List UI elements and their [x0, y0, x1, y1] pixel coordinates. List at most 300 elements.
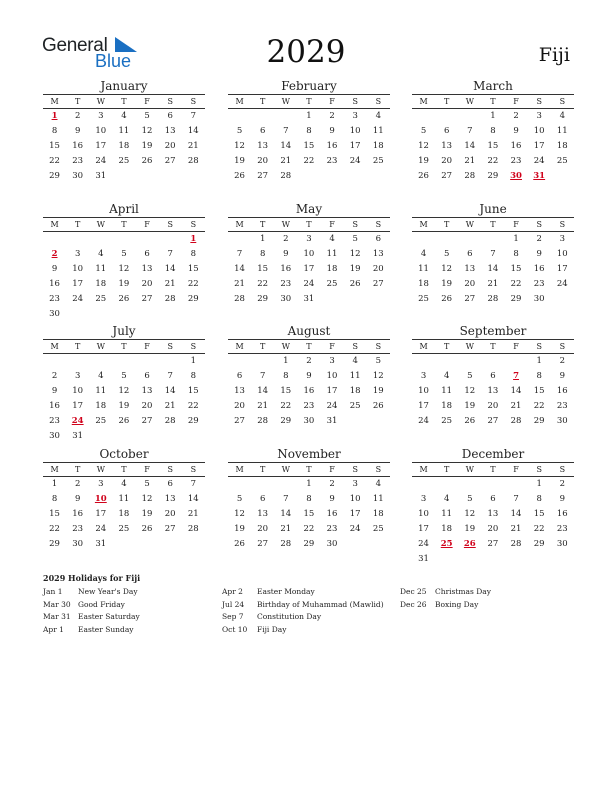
calendar-day: 1 — [536, 479, 542, 489]
empty-day — [136, 169, 159, 184]
logo-general-text: General — [42, 35, 108, 56]
empty-day — [112, 169, 135, 184]
empty-day — [136, 307, 159, 322]
calendar-day: 28 — [280, 171, 292, 181]
calendar-day: 10 — [533, 126, 545, 136]
calendar-day: 6 — [236, 371, 243, 381]
calendar-day: 7 — [467, 126, 473, 136]
week-row — [43, 109, 205, 124]
calendar-day: 7 — [283, 494, 289, 504]
calendar-day: 6 — [167, 479, 173, 489]
weekday-label: W — [465, 97, 474, 106]
weekday-label: W — [281, 465, 290, 474]
empty-day — [89, 232, 112, 247]
calendar-day: 18 — [372, 509, 384, 519]
calendar-day: 4 — [559, 111, 566, 121]
empty-day — [367, 292, 390, 307]
country-name: Fiji — [538, 44, 570, 66]
calendar-day: 9 — [74, 494, 81, 504]
calendar-day: 14 — [164, 264, 176, 274]
calendar-day: 9 — [329, 126, 335, 136]
empty-day — [344, 169, 367, 184]
holiday-date: Mar 31 — [43, 612, 71, 621]
calendar-day: 28 — [187, 156, 199, 166]
calendar-day: 12 — [118, 386, 130, 396]
week-row — [228, 139, 390, 154]
calendar-day: 18 — [441, 524, 453, 534]
weekday-label: W — [281, 220, 290, 229]
calendar-day: 27 — [464, 294, 476, 304]
empty-day — [458, 109, 481, 124]
calendar-day: 20 — [257, 156, 269, 166]
calendar-day: 14 — [187, 494, 199, 504]
calendar-day: 3 — [420, 371, 427, 381]
calendar-day: 26 — [234, 171, 245, 181]
calendar-day: 9 — [329, 494, 335, 504]
week-row — [228, 154, 390, 169]
calendar-day: 28 — [234, 294, 245, 304]
calendar-day: 4 — [443, 494, 450, 504]
weekday-label: S — [167, 342, 173, 351]
week-row — [412, 169, 574, 184]
calendar-day: 26 — [234, 539, 245, 549]
calendar-day: 11 — [372, 494, 384, 504]
weekday-header — [412, 217, 574, 232]
calendar-day: 25 — [95, 416, 107, 426]
calendar-day: 3 — [559, 234, 566, 244]
weekday-label: T — [490, 342, 496, 351]
calendar-day: 27 — [441, 171, 453, 181]
calendar-day: 20 — [141, 279, 153, 289]
empty-day — [505, 552, 528, 567]
calendar-day: 28 — [510, 416, 522, 426]
week-row — [412, 477, 574, 492]
weekday-label: W — [96, 220, 105, 229]
calendar-day: 7 — [190, 479, 197, 489]
weekday-label: W — [96, 97, 105, 106]
empty-day — [367, 414, 390, 429]
holiday-list — [43, 573, 583, 634]
holiday-day: 25 — [440, 539, 453, 549]
weekday-label: S — [536, 97, 542, 106]
weekday-label: S — [352, 465, 358, 474]
calendar-day: 13 — [257, 141, 269, 151]
empty-day — [321, 169, 344, 184]
weekday-label: F — [329, 97, 335, 106]
calendar-day: 12 — [234, 509, 245, 519]
calendar-day: 5 — [236, 494, 243, 504]
weekday-header — [412, 94, 574, 109]
calendar-day: 28 — [187, 524, 199, 534]
calendar-day: 13 — [441, 141, 453, 151]
calendar-day: 18 — [118, 509, 130, 519]
calendar-day: 31 — [326, 416, 338, 426]
holiday-day: 1 — [190, 234, 197, 244]
holiday-column — [400, 586, 491, 611]
calendar-day: 26 — [349, 279, 361, 289]
weekday-label: T — [75, 97, 81, 106]
calendar-day: 17 — [349, 509, 361, 519]
calendar-day: 12 — [464, 509, 476, 519]
calendar-day: 15 — [187, 264, 199, 274]
weekday-label: S — [352, 220, 358, 229]
calendar-day: 8 — [190, 249, 197, 259]
calendar-day: 21 — [280, 156, 292, 166]
logo-blue-text: Blue — [95, 51, 132, 71]
weekday-label: F — [329, 342, 335, 351]
calendar-day: 30 — [72, 171, 84, 181]
week-row — [228, 109, 390, 124]
calendar-day: 21 — [164, 279, 176, 289]
calendar-day: 13 — [464, 264, 476, 274]
weekday-label: M — [419, 465, 428, 474]
calendar-day: 3 — [74, 371, 81, 381]
calendar-day: 10 — [95, 126, 107, 136]
empty-day — [551, 169, 574, 184]
empty-day — [458, 477, 481, 492]
holiday-date: Jan 1 — [43, 587, 63, 596]
calendar-day: 14 — [510, 509, 522, 519]
calendar-day: 3 — [98, 479, 104, 489]
week-row — [412, 537, 574, 552]
weekday-label: W — [465, 465, 474, 474]
calendar-day: 7 — [513, 494, 519, 504]
empty-day — [136, 354, 159, 369]
calendar-day: 7 — [490, 249, 496, 259]
empty-day — [435, 552, 458, 567]
week-row — [412, 354, 574, 369]
week-row — [412, 109, 574, 124]
weekday-label: S — [536, 342, 542, 351]
holiday-item — [43, 624, 140, 637]
week-row — [43, 139, 205, 154]
calendar-day: 5 — [121, 371, 127, 381]
calendar-day: 27 — [141, 294, 153, 304]
calendar-day: 10 — [418, 386, 429, 396]
holiday-item — [400, 599, 491, 612]
calendar-day: 10 — [418, 509, 429, 519]
holiday-day: 31 — [533, 171, 546, 181]
holiday-date: Apr 1 — [43, 624, 64, 634]
holiday-day: 24 — [71, 416, 84, 426]
weekday-label: S — [375, 97, 382, 106]
calendar-day: 16 — [533, 264, 545, 274]
month-title: June — [479, 202, 507, 216]
calendar-day: 5 — [443, 249, 450, 259]
calendar-day: 11 — [441, 386, 453, 396]
month-december — [412, 447, 574, 567]
calendar-day: 22 — [533, 401, 545, 411]
weekday-label: T — [306, 220, 312, 229]
calendar-day: 2 — [306, 356, 312, 366]
weekday-label: F — [144, 97, 150, 106]
weekday-header — [43, 339, 205, 354]
calendar-day: 8 — [51, 126, 58, 136]
calendar-day: 24 — [303, 279, 315, 289]
calendar-day: 25 — [349, 401, 361, 411]
weekday-label: T — [444, 97, 450, 106]
calendar-day: 25 — [326, 279, 338, 289]
week-row — [228, 232, 390, 247]
calendar-day: 30 — [326, 539, 338, 549]
week-row — [43, 124, 205, 139]
calendar-day: 21 — [257, 401, 269, 411]
calendar-day: 8 — [536, 371, 542, 381]
holiday-date: Jul 24 — [222, 599, 245, 609]
calendar-day: 9 — [559, 371, 566, 381]
holiday-date: Apr 2 — [222, 587, 243, 596]
calendar-day: 17 — [95, 141, 107, 151]
weekday-label: T — [444, 465, 450, 474]
weekday-label: S — [190, 97, 197, 106]
week-row — [43, 354, 205, 369]
calendar-day: 26 — [464, 416, 476, 426]
weekday-label: M — [50, 220, 59, 229]
calendar-day: 1 — [536, 356, 542, 366]
calendar-day: 19 — [372, 386, 384, 396]
holiday-day: 26 — [463, 539, 476, 549]
empty-day — [66, 232, 89, 247]
empty-day — [228, 477, 251, 492]
calendar-day: 1 — [190, 356, 197, 366]
weekday-label: S — [375, 342, 382, 351]
week-row — [228, 169, 390, 184]
calendar-day: 8 — [190, 371, 197, 381]
calendar-day: 10 — [349, 126, 361, 136]
weekday-label: F — [513, 342, 519, 351]
calendar-day: 11 — [556, 126, 568, 136]
calendar-day: 20 — [464, 279, 476, 289]
weekday-header — [228, 462, 390, 477]
calendar-day: 5 — [121, 249, 127, 259]
calendar-day: 17 — [95, 509, 107, 519]
calendar-day: 28 — [464, 171, 476, 181]
calendar-day: 14 — [487, 264, 499, 274]
empty-day — [112, 232, 135, 247]
calendar-day: 8 — [490, 126, 496, 136]
week-row — [412, 552, 574, 567]
week-row — [412, 247, 574, 262]
calendar-day: 10 — [326, 371, 338, 381]
empty-day — [481, 232, 504, 247]
empty-day — [481, 552, 504, 567]
weekday-header — [43, 462, 205, 477]
weekday-label: S — [190, 465, 197, 474]
calendar-day: 18 — [95, 279, 107, 289]
weekday-header — [43, 94, 205, 109]
calendar-day: 21 — [187, 509, 199, 519]
weekday-label: S — [559, 97, 566, 106]
calendar-day: 14 — [510, 386, 522, 396]
calendar-day: 8 — [259, 249, 266, 259]
empty-day — [43, 354, 66, 369]
weekday-label: S — [167, 97, 173, 106]
calendar-day: 27 — [487, 539, 499, 549]
calendar-day: 27 — [141, 416, 153, 426]
empty-day — [228, 354, 251, 369]
calendar-day: 2 — [559, 479, 566, 489]
calendar-day: 21 — [234, 279, 245, 289]
calendar-day: 3 — [306, 234, 312, 244]
weekday-label: T — [260, 465, 266, 474]
calendar-day: 24 — [326, 401, 338, 411]
weekday-label: F — [144, 342, 150, 351]
calendar-day: 11 — [441, 509, 453, 519]
weekday-label: T — [121, 465, 127, 474]
calendar-day: 31 — [418, 554, 429, 564]
weekday-label: T — [260, 220, 266, 229]
calendar-day: 3 — [329, 356, 335, 366]
empty-day — [136, 537, 159, 552]
calendar-day: 23 — [280, 279, 292, 289]
empty-day — [136, 429, 159, 444]
weekday-label: T — [444, 342, 450, 351]
empty-day — [159, 429, 182, 444]
holiday-item — [43, 599, 140, 612]
calendar-day: 31 — [303, 294, 315, 304]
weekday-label: T — [260, 97, 266, 106]
calendar-day: 7 — [190, 111, 197, 121]
calendar-day: 2 — [74, 111, 81, 121]
calendar-day: 8 — [306, 494, 312, 504]
calendar-day: 9 — [559, 494, 566, 504]
month-title: November — [277, 447, 341, 461]
calendar-day: 23 — [49, 416, 60, 426]
calendar-day: 6 — [144, 249, 150, 259]
empty-day — [344, 537, 367, 552]
calendar-day: 17 — [72, 401, 84, 411]
week-row — [228, 507, 390, 522]
empty-day — [321, 292, 344, 307]
weekday-label: S — [352, 97, 358, 106]
calendar-day: 2 — [283, 234, 289, 244]
calendar-day: 5 — [375, 356, 382, 366]
week-row — [43, 507, 205, 522]
calendar-day: 2 — [329, 479, 335, 489]
calendar-day: 29 — [187, 416, 199, 426]
calendar-day: 17 — [349, 141, 361, 151]
weekday-header — [228, 217, 390, 232]
empty-day — [112, 354, 135, 369]
calendar-day: 3 — [352, 479, 358, 489]
calendar-day: 15 — [303, 509, 315, 519]
calendar-day: 19 — [118, 401, 130, 411]
calendar-day: 3 — [352, 111, 358, 121]
empty-day — [297, 169, 320, 184]
calendar-day: 24 — [418, 416, 429, 426]
calendar-day: 20 — [372, 264, 384, 274]
weekday-header — [228, 94, 390, 109]
empty-day — [551, 552, 574, 567]
calendar-day: 31 — [95, 539, 107, 549]
holiday-name: Easter Saturday — [78, 612, 140, 621]
calendar-day: 12 — [141, 126, 153, 136]
calendar-day: 27 — [164, 524, 176, 534]
calendar-day: 1 — [283, 356, 289, 366]
empty-day — [182, 429, 205, 444]
calendar-day: 25 — [95, 294, 107, 304]
calendar-day: 21 — [487, 279, 499, 289]
month-november — [228, 447, 390, 552]
calendar-day: 12 — [418, 141, 429, 151]
week-row — [412, 507, 574, 522]
month-april — [43, 202, 205, 322]
weekday-label: S — [559, 342, 566, 351]
calendar-day: 25 — [418, 294, 429, 304]
weekday-label: M — [419, 342, 428, 351]
calendar-day: 16 — [556, 509, 568, 519]
holiday-name: New Year's Day — [78, 587, 138, 596]
calendar-day: 20 — [234, 401, 245, 411]
calendar-day: 27 — [164, 156, 176, 166]
empty-day — [435, 354, 458, 369]
calendar-day: 9 — [283, 249, 289, 259]
calendar-day: 1 — [513, 234, 519, 244]
calendar-day: 13 — [372, 249, 384, 259]
calendar-day: 29 — [49, 171, 60, 181]
calendar-day: 16 — [72, 509, 84, 519]
week-row — [412, 139, 574, 154]
calendar-day: 13 — [487, 509, 499, 519]
calendar-day: 19 — [118, 279, 130, 289]
empty-day — [412, 477, 435, 492]
calendar-day: 29 — [533, 539, 545, 549]
calendar-day: 29 — [280, 416, 292, 426]
month-title: July — [112, 324, 136, 338]
calendar-day: 21 — [510, 524, 522, 534]
calendar-day: 26 — [372, 401, 384, 411]
weekday-header — [412, 462, 574, 477]
calendar-day: 4 — [443, 371, 450, 381]
holiday-name: Constitution Day — [257, 612, 322, 621]
empty-day — [435, 232, 458, 247]
calendar-day: 9 — [536, 249, 542, 259]
weekday-label: S — [375, 220, 382, 229]
calendar-day: 14 — [234, 264, 245, 274]
calendar-day: 22 — [303, 524, 315, 534]
calendar-day: 23 — [326, 156, 338, 166]
empty-day — [435, 477, 458, 492]
calendar-day: 18 — [95, 401, 107, 411]
calendar-day: 25 — [372, 156, 384, 166]
calendar-day: 30 — [556, 416, 568, 426]
month-title: March — [473, 79, 513, 93]
calendar-day: 11 — [418, 264, 429, 274]
week-row — [228, 384, 390, 399]
week-row — [412, 232, 574, 247]
week-row — [43, 369, 205, 384]
week-row — [43, 537, 205, 552]
weekday-label: M — [419, 97, 428, 106]
calendar-day: 27 — [257, 171, 269, 181]
calendar-day: 9 — [51, 386, 58, 396]
calendar-day: 14 — [280, 509, 292, 519]
calendar-day: 9 — [513, 126, 519, 136]
calendar-day: 16 — [49, 279, 60, 289]
calendar-day: 8 — [283, 371, 289, 381]
calendar-day: 29 — [49, 539, 60, 549]
empty-day — [159, 537, 182, 552]
holiday-date: Sep 7 — [222, 612, 244, 621]
calendar-day: 20 — [164, 141, 176, 151]
week-row — [228, 247, 390, 262]
calendar-day: 29 — [510, 294, 522, 304]
calendar-day: 7 — [236, 249, 243, 259]
calendar-day: 29 — [303, 539, 315, 549]
weekday-label: W — [281, 97, 290, 106]
calendar-day: 17 — [72, 279, 84, 289]
calendar-day: 28 — [487, 294, 499, 304]
